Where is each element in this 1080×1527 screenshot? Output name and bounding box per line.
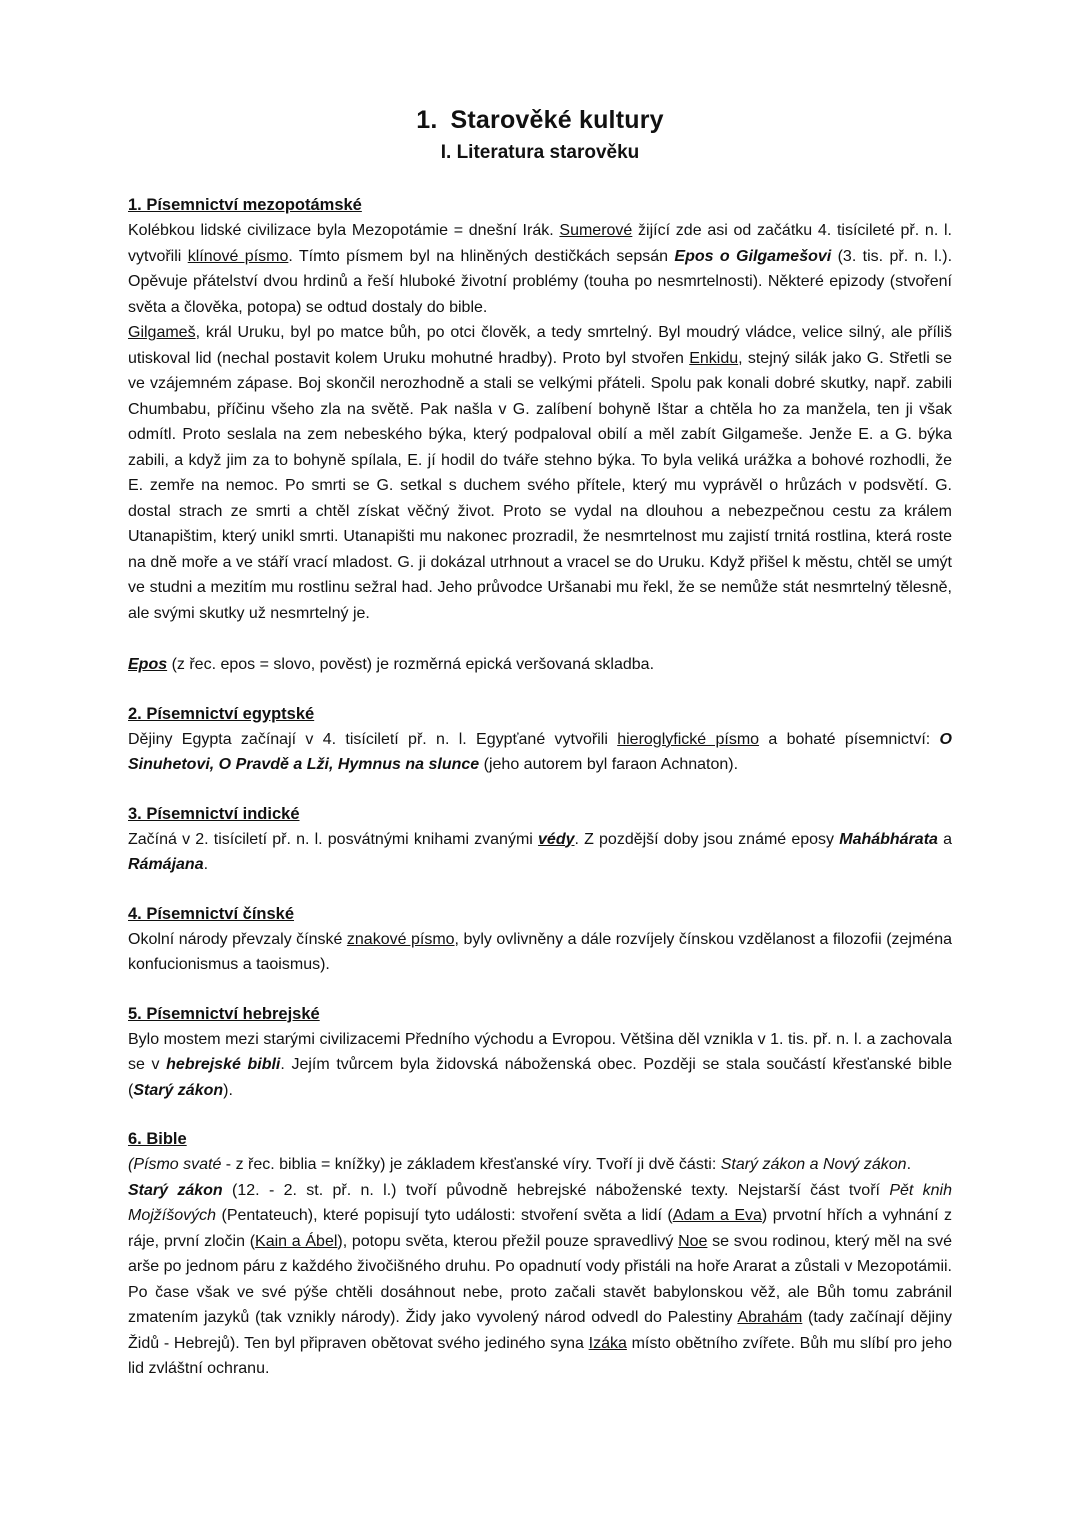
text-run: a bohaté písemnictví:: [759, 730, 940, 748]
text-run: (3. tis. př. n. l.). Opěvuje přátelství dvou hrdinů a řeší hluboké životní problémy (touha po nesmrtelnosti). Některé epizody (stvoření světa a člověka, potopa) se odtud dostaly do bible.: [128, 247, 953, 316]
text-run: Izáka: [588, 1334, 627, 1352]
text-run: ), potopu světa, kterou přežil pouze spravedlivý: [337, 1232, 679, 1250]
paragraph-stary-zakon: [128, 1178, 952, 1382]
text-run: ).: [223, 1081, 233, 1099]
paragraph-epos-definition: [128, 652, 952, 678]
text-run: (12. - 2. st. př. n. l.) tvoří původně hebrejské náboženské texty. Nejstarší část tvoří: [222, 1181, 890, 1199]
title-block: [128, 106, 952, 164]
text-run: (jeho autorem byl faraon Achnaton).: [479, 756, 739, 773]
section-heading: 2. Písemnictví egyptské: [128, 704, 315, 723]
text-run: .: [906, 1156, 912, 1173]
text-run: místo obětního zvířete. Bůh mu slíbí pro jeho lid zvláštní ochranu.: [128, 1334, 953, 1377]
text-run: Dějiny Egypta začínají v 4. tisíciletí př. n. l. Egypťané vytvořili: [128, 730, 618, 748]
section-pisemnictvi-hebrejske: [128, 1005, 952, 1104]
text-run: klínové písmo: [187, 247, 289, 265]
text-run: . Z pozdější doby jsou známé eposy: [574, 830, 840, 848]
text-run: Enkidu: [689, 349, 739, 367]
text-run: Mahábhárata: [839, 830, 938, 848]
page-title-text: Starověké kultury: [450, 106, 664, 134]
page-subtitle: I. Literatura starověku: [440, 142, 640, 163]
text-run: Sumerové: [559, 222, 633, 239]
text-run: (z řec. epos = slovo, pověst) je rozměrná epická veršovaná skladba.: [167, 656, 655, 673]
text-run: Noe: [678, 1232, 708, 1250]
text-run: . Jejím tvůrcem byla židovská náboženská obec. Později se stala součástí křesťanské bible (: [128, 1056, 952, 1099]
paragraph: [128, 1152, 952, 1178]
section-pisemnictvi-cinske: [128, 905, 952, 978]
paragraph: [128, 927, 952, 978]
text-run: Starý zákon a Nový zákon: [720, 1156, 907, 1173]
paragraph: [128, 827, 952, 878]
text-run: Starý zákon: [133, 1081, 224, 1099]
section-pisemnictvi-indicke: [128, 805, 952, 878]
text-run: Kain a Ábel: [255, 1232, 338, 1250]
text-run: (Pentateuch), které popisují tyto události: stvoření světa a lidí (: [216, 1207, 673, 1224]
page-title-number: 1.: [416, 106, 438, 134]
text-run: Začíná v 2. tisíciletí př. n. l. posvátnými knihami zvanými: [128, 830, 539, 848]
text-run: Rámájana: [128, 856, 204, 873]
section-heading: 1. Písemnictví mezopotámské: [128, 196, 362, 214]
text-run: hieroglyfické písmo: [617, 730, 760, 748]
text-run: (Písmo svaté: [128, 1156, 222, 1173]
text-run: Epos o Gilgamešovi: [674, 247, 832, 265]
section-bible: [128, 1130, 952, 1382]
text-run: Adam a Eva: [672, 1207, 762, 1224]
text-run: Epos: [128, 656, 168, 673]
text-run: znakové písmo,: [346, 930, 459, 948]
text-run: Gilgameš: [128, 324, 196, 341]
text-run: Okolní národy převzaly čínské: [128, 930, 347, 948]
page-title: [128, 106, 952, 135]
section-pisemnictvi-egyptske: [128, 705, 952, 778]
text-run: Bylo mostem mezi starými civilizacemi Předního východu a Evropou. Většina děl vznikla v 1. tis. př. n. l. a zachovala se v: [128, 1030, 952, 1073]
section-pisemnictvi-mezopotamske: [128, 196, 952, 678]
text-run: védy: [538, 830, 575, 848]
text-run: hebrejské bibli: [166, 1056, 281, 1073]
section-heading: 3. Písemnictví indické: [128, 804, 300, 823]
text-run: Abrahám: [737, 1309, 803, 1326]
text-run: (tady začínají dějiny Židů - Hebrejů). Ten byl připraven obětovat svého jediného syna: [128, 1309, 952, 1352]
text-run: , král Uruku, byl po matce bůh, po otci člověk, a tedy smrtelný. Byl moudrý vládce, velice silný, ale příliš utiskoval lid (nechal postavit kolem Uruku mohutné hradby). Proto byl stvořen: [128, 324, 952, 367]
text-run: .: [203, 856, 209, 873]
text-run: ) prvotní hřích a vyhnání z ráje, první zločin (: [128, 1207, 952, 1250]
section-heading: 5. Písemnictví hebrejské: [128, 1004, 320, 1023]
text-run: byly ovlivněny a dále rozvíjely čínskou vzdělanost a filozofii (zejména konfucionismus a taoismus).: [128, 930, 953, 973]
paragraph: [128, 218, 952, 320]
section-heading: 6. Bible: [128, 1130, 187, 1148]
text-run: Starý zákon: [128, 1181, 223, 1199]
text-run: Kolébkou lidské civilizace byla Mezopotámie = dnešní Irák.: [128, 222, 560, 239]
text-run: se svou rodinou, který měl na své arše po jednom páru z každého živočišného druhu. Po opadnutí vody přistáli na hoře Ararat a zůstali v Mezopotámii. Po čase však ve své pýše chtěli dosáhnout nebe, proto začali stavět babylonskou věž, ale Bůh tomu zabránil zmatením jazyků (tak vznikly národy). Židy jako vyvolený národ odvedl do Palestiny: [128, 1232, 953, 1326]
text-run: , stejný silák jako G. Střetli se ve vzájemném zápase. Boj skončil nerozhodně a stali se velkými přáteli. Spolu pak konali dobré skutky, např. zabili Chumbabu, příčinu všeho zla na světě. Pak našla v G. zalíbení bohyně Ištar a chtěla ho za manžela, ten ji však odmítl. Proto seslala na zem nebeského býka, který podpaloval obilí a měl zabít Gilgameše. Jenže E. a G. býka zabili, a když jim za to bohyně spílala, E. jí hodil do tváře stehno býka. To byla veliká urážka a bohové rozhodli, že E. zemře na nemoc. Po smrti se G. setkal s duchem svého přítele, který mu vyprávěl o hrůzách v podsvětí. G. dostal strach ze smrti a chtěl získat věčný život. Proto se vydal na dlouhou a nebezpečnou cestu za králem Utanapištim, který unikl smrti. Utanapišti mu nakonec prozradil, že nesmrtelnost mu zajistí trnitá rostlina, která roste na dně moře a ve stáří vrací mladost. G. ji dokázal utrhnout a vracel se do Uruku. Když přišel k městu, chtěl se umýt ve studni a mezitím mu rostlinu sežral had. Jeho průvodce Uršanabi mu řekl, že se nemůže stát nesmrtelný tělesně, ale svými skutky už nesmrtelný je.: [128, 349, 952, 622]
text-run: - z řec. biblia = knížky) je základem křesťanské víry. Tvoří ji dvě části:: [221, 1156, 721, 1173]
text-run: . Tímto písmem byl na hliněných destičkách sepsán: [288, 247, 675, 265]
paragraph: [128, 1027, 952, 1104]
paragraph: [128, 727, 952, 778]
section-heading: 4. Písemnictví čínské: [128, 904, 295, 923]
paragraph: [128, 320, 952, 626]
text-run: a: [937, 830, 953, 848]
text-run: žijící zde asi od začátku 4. tisícileté př. n. l. vytvořili: [128, 222, 952, 265]
text-run: Pět knih Mojžíšových: [128, 1181, 953, 1224]
text-run: O Sinuhetovi, O Pravdě a Lži, Hymnus na slunce: [128, 730, 952, 773]
